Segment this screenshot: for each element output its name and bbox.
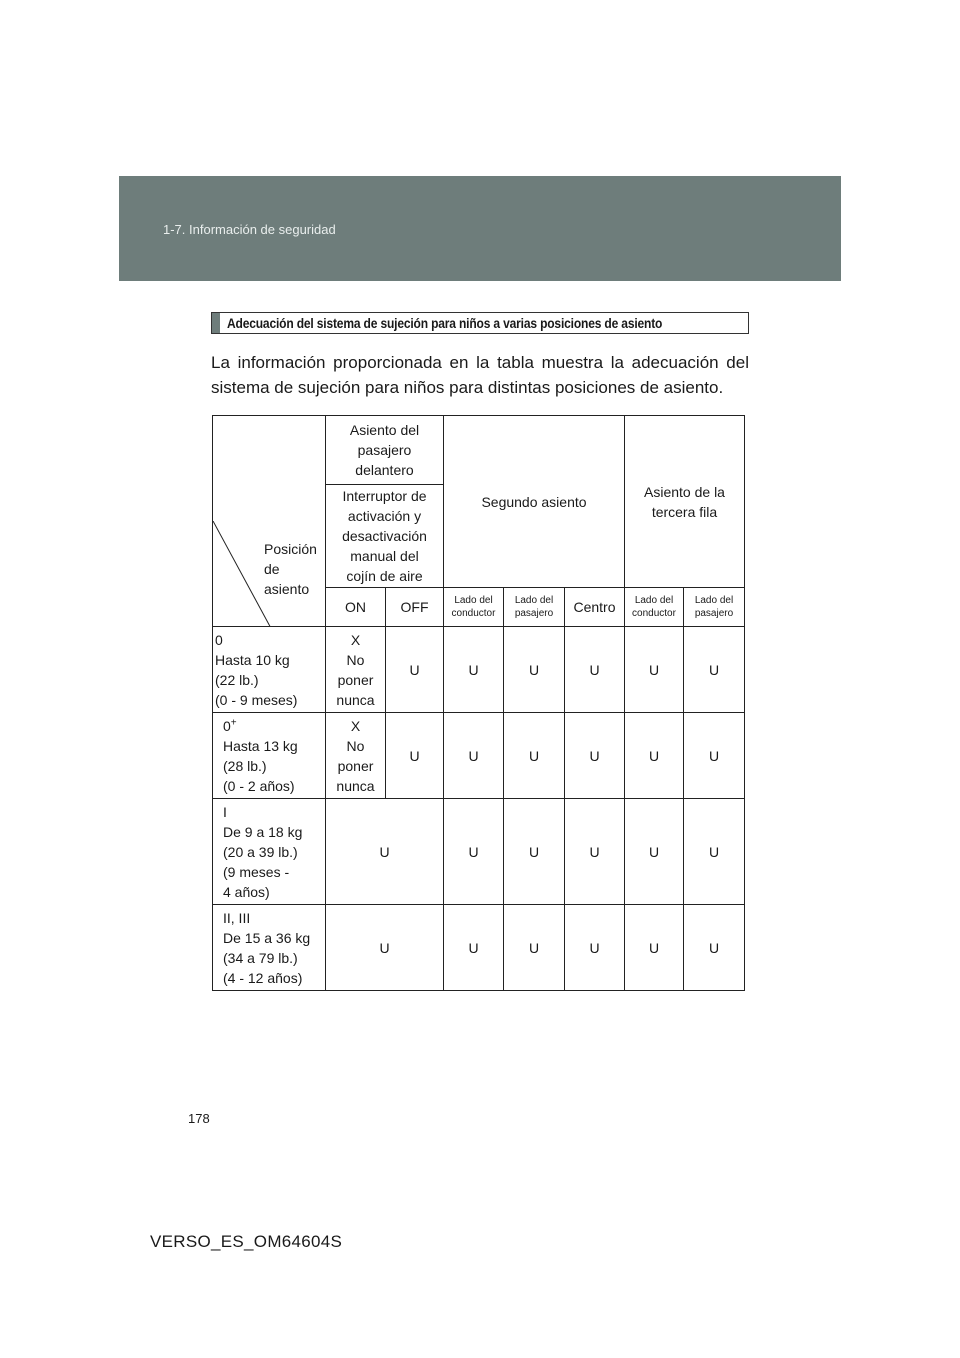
value-cell: U xyxy=(444,627,504,713)
value-cell: U xyxy=(386,713,444,799)
col-header-airbag-switch: Interruptor de activación y desactivación manual del cojín de aire xyxy=(326,485,444,588)
front-on-cell: X No poner nunca xyxy=(326,627,386,713)
value-cell: U xyxy=(684,627,745,713)
value-cell: U xyxy=(625,905,684,991)
value-cell: U xyxy=(565,627,625,713)
front-merged-cell: U xyxy=(326,905,444,991)
table-row xyxy=(213,905,745,991)
section-title-accent xyxy=(212,313,220,333)
value-cell: U xyxy=(504,627,565,713)
document-code: VERSO_ES_OM64604S xyxy=(150,1232,343,1251)
mass-group-detail: Hasta 13 kg (28 lb.) (0 - 2 años) xyxy=(223,737,298,794)
mass-group-cell: 0 Hasta 10 kg (22 lb.) (0 - 9 meses) xyxy=(213,627,326,713)
value-cell: U xyxy=(684,905,745,991)
section-title-bar xyxy=(211,312,749,334)
mass-group-cell: II, III De 15 a 36 kg (34 a 79 lb.) (4 - 12 años) xyxy=(213,905,326,991)
table-corner-cell xyxy=(213,416,326,627)
col-header-third-row: Asiento de la tercera fila xyxy=(625,416,745,588)
sub-header-third-passenger: Lado del pasajero xyxy=(684,588,745,627)
mass-group-superscript: + xyxy=(230,716,237,728)
value-cell: U xyxy=(444,905,504,991)
front-on-cell: X No poner nunca xyxy=(326,713,386,799)
col-header-second-row: Segundo asiento xyxy=(444,416,625,588)
value-cell: U xyxy=(625,799,684,905)
value-cell: U xyxy=(504,799,565,905)
value-cell: U xyxy=(684,713,745,799)
page-number: 178 xyxy=(188,1111,210,1126)
col-header-front-passenger: Asiento del pasajero delantero xyxy=(326,416,444,485)
sub-header-on: ON xyxy=(326,588,386,627)
table-row xyxy=(213,713,745,799)
value-cell: U xyxy=(565,905,625,991)
intro-paragraph: La información proporcionada en la tabla muestra la adecuación del sistema de sujeción para niños para distintas posiciones de asiento. xyxy=(211,353,749,397)
value-cell: U xyxy=(625,627,684,713)
table-row xyxy=(213,627,745,713)
table-row xyxy=(213,799,745,905)
value-cell: U xyxy=(444,799,504,905)
value-cell: U xyxy=(386,627,444,713)
sub-header-second-center: Centro xyxy=(565,588,625,627)
section-title: Adecuación del sistema de sujeción para niños a varias posiciones de asiento xyxy=(227,315,663,331)
value-cell: U xyxy=(565,799,625,905)
value-cell: U xyxy=(444,713,504,799)
sub-header-second-driver: Lado del conductor xyxy=(444,588,504,627)
breadcrumb: 1-7. Información de seguridad xyxy=(163,222,336,237)
sub-header-second-passenger: Lado del pasajero xyxy=(504,588,565,627)
mass-group-code: 0 xyxy=(223,717,231,734)
value-cell: U xyxy=(565,713,625,799)
mass-group-cell: I De 9 a 18 kg (20 a 39 lb.) (9 meses - 4 años) xyxy=(213,799,326,905)
value-cell: U xyxy=(504,905,565,991)
value-cell: U xyxy=(625,713,684,799)
sub-header-off: OFF xyxy=(386,588,444,627)
corner-seat-position-label: Posición de asiento xyxy=(264,541,317,597)
value-cell: U xyxy=(504,713,565,799)
chapter-header xyxy=(119,176,841,281)
sub-header-third-driver: Lado del conductor xyxy=(625,588,684,627)
value-cell: U xyxy=(684,799,745,905)
mass-group-cell xyxy=(213,713,326,799)
front-merged-cell: U xyxy=(326,799,444,905)
suitability-table xyxy=(212,415,745,991)
